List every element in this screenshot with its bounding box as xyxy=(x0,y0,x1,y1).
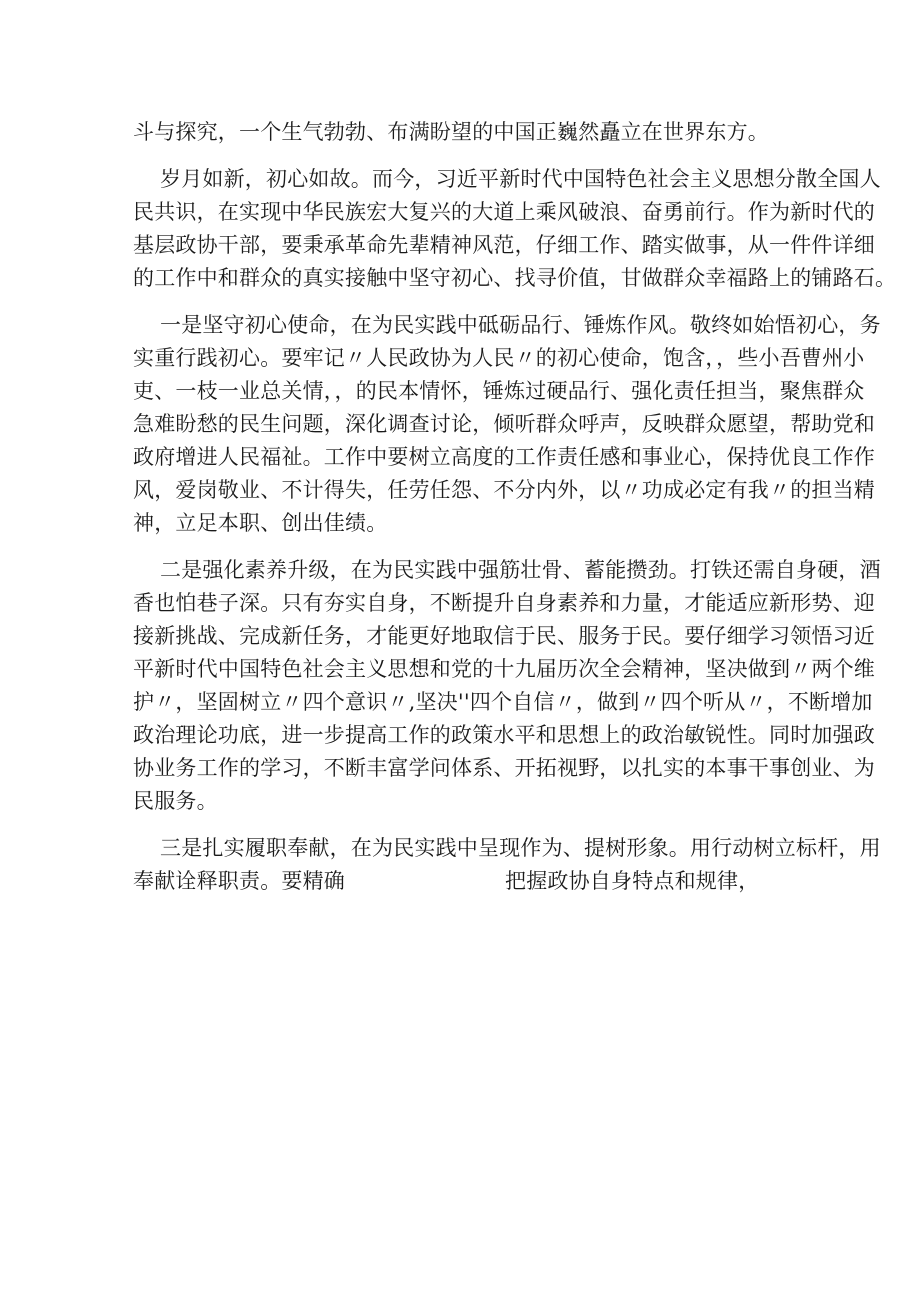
text-line: 二是强化素养升级，在为民实践中强筋壮骨、蓄能攒劲。打铁还需自身硬，酒 xyxy=(160,558,881,582)
text-line: 实重行践初心。要牢记〃人民政协为人民〃的初心使命，饱含，，些小吾曹州小 xyxy=(133,346,865,370)
text-line: 接新挑战、完成新任务，才能更好地取信于民、服务于民。要仔细学习领悟习近 xyxy=(133,624,875,648)
text-line: 民服务。 xyxy=(133,789,218,813)
paragraph-1 xyxy=(133,163,897,295)
text-line-split xyxy=(133,865,793,898)
text-line: 政府增进人民福祉。工作中要树立高度的工作责任感和事业心，保持优良工作作 xyxy=(133,445,875,469)
text-line: 协业务工作的学习，不断丰富学问体系、开拓视野，以扎实的本事干事创业、为 xyxy=(133,756,875,780)
document-body xyxy=(133,116,897,898)
text-line: 岁月如新，初心如故。而今，习近平新时代中国特色社会主义思想分散全国人 xyxy=(160,167,881,191)
text-line: 民共识，在实现中华民族宏大复兴的大道上乘风破浪、奋勇前行。作为新时代的 xyxy=(133,200,875,224)
paragraph-3 xyxy=(133,554,881,818)
text-line: 政治理论功底，进一步提高工作的政策水平和思想上的政治敏锐性。同时加强政 xyxy=(133,723,875,747)
text-fragment-right: 把握政协自身特点和规律， xyxy=(505,869,760,893)
text-line: 基层政协干部，要秉承革命先辈精神风范，仔细工作、踏实做事，从一件件详细 xyxy=(133,233,875,257)
text-line: 斗与探究，一个生气勃勃、布满盼望的中国正巍然矗立在世界东方。 xyxy=(133,120,769,144)
paragraph-2 xyxy=(133,309,881,540)
paragraph-4 xyxy=(133,832,881,898)
text-line: 三是扎实履职奉献，在为民实践中呈现作为、提树形象。用行动树立标杆，用 xyxy=(160,836,881,860)
text-line: 香也怕巷子深。只有夯实自身，不断提升自身素养和力量，才能适应新形势、迎 xyxy=(133,591,875,615)
text-line: 的工作中和群众的真实接触中坚守初心、找寻价值，甘做群众幸福路上的铺路石。 xyxy=(133,266,897,290)
text-line: 神，立足本职、创出佳绩。 xyxy=(133,511,388,535)
text-line: 吏、一枝一业总关情，，的民本情怀，锤炼过硬品行、强化责任担当，聚焦群众 xyxy=(133,379,865,403)
text-line: 平新时代中国特色社会主义思想和党的十九届历次全会精神，坚决做到〃两个维 xyxy=(133,657,875,681)
text-line: 一是坚守初心使命，在为民实践中砥砺品行、锤炼作风。敬终如始悟初心，务 xyxy=(160,313,881,337)
text-line: 急难盼愁的民生问题，深化调查讨论，倾听群众呼声，反映群众愿望，帮助党和 xyxy=(133,412,875,436)
text-line: 护〃，坚固树立〃四个意识〃,坚决''四个自信〃，做到〃四个听从〃，不断增加 xyxy=(133,690,873,714)
text-fragment-left: 奉献诠释职责。要精确 xyxy=(133,869,345,893)
text-line: 风，爱岗敬业、不计得失，任劳任怨、不分内外，以〃功成必定有我〃的担当精 xyxy=(133,478,875,502)
